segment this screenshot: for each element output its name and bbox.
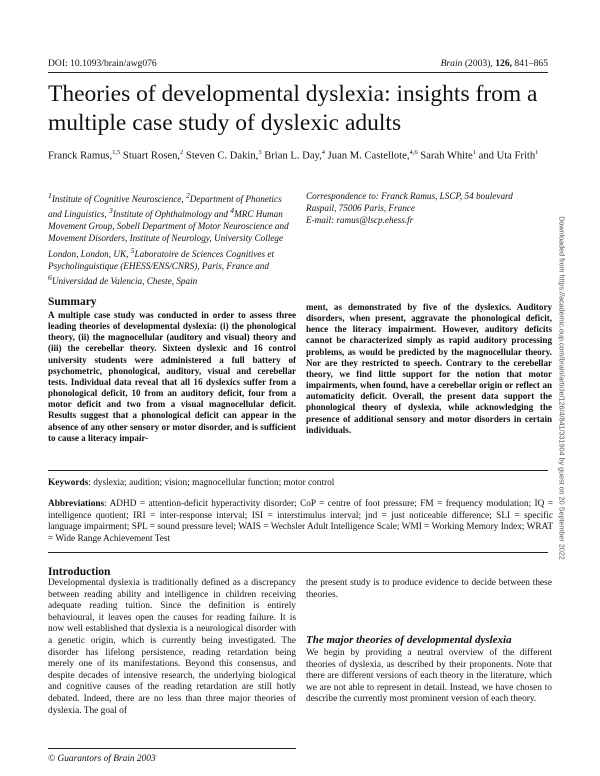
article-title: Theories of developmental dyslexia: insights from a multiple case study of dyslexic adults [48,81,538,136]
keywords [48,478,553,488]
affil-sup: 6 [48,272,52,282]
copyright-footer: © Guarantors of Brain 2003 [48,754,156,764]
journal-volume: 126, [495,58,513,69]
doi-label: DOI: 10.1093/brain/awg076 [48,58,157,69]
abbreviations [48,499,553,545]
author-name: Sarah White [417,150,473,162]
affil-text: MRC Human Movement Group, Sobell Department of Motor Neuroscience and Movement Disorders, Institute of Neurology, University College London, London, UK, [48,209,289,259]
affil-sup: 2 [185,191,190,200]
author-sup: 4,6 [409,149,418,156]
introduction-heading: Introduction [48,566,111,578]
affil-text: Department of Phonetics and Linguistics, [48,194,282,220]
journal-citation [441,58,548,69]
footer-rule [48,748,296,749]
summary-left-column: A multiple case study was conducted in order to assess three leading theories of developmental dyslexia: (i) the phonological theory, (ii) the magnocellular (auditory and visual) theory and (iii) the cerebellar theory. Sixteen dyslexic and 16 control university students were administered a full battery of psychometric, phonological, auditory, visual and cerebellar tests. Individual data reveal that all 16 dyslexics suffer from a phonological deficit, 10 from an auditory deficit, four from a motor deficit and two from a visual magnocellular deficit. Results suggest that a phonological deficit can appear in the absence of any other sensory or motor disorder, and is sufficient to cause a literacy impair- [48,310,296,443]
corr-email: E-mail: ramus@lscp.ehess.fr [306,215,414,226]
author-list [48,146,558,164]
correspondence [306,190,546,226]
affil-text: Universidad de Valencia, Cheste, Spain [51,275,198,286]
introduction-left-text: Developmental dyslexia is traditionally defined as a discrepancy between reading ability and intelligence in children receiving adequate reading tuition. Since the definition is entirely behavioural, it leaves open the causes for reading failure. It is now well established that dyslexia is a neurological disorder with a genetic origin, which is currently being investigated. The disorder has lifelong persistence, reading retardation being merely one of its manifestations. Beyond this consensus, and despite decades of intensive research, the underlying biological and cognitive causes of the reading retardation are still hotly debated. Indeed, there are no less than three major theories of dyslexia. The goal of [48,578,296,716]
affil-text: Institute of Ophthalmology and [112,209,231,220]
abbreviations-text: : ADHD = attention-deficit hyperactivity disorder; CoP = centre of foot pressure; FM = frequency modulation; IQ = intelligence quotient; IRI = inter-response interval; ISI = interstimulus interval; jnd = just noticeable difference; SLI = specific language impairment; SPL = sound pressure level; WAIS = Wechsler Adult Intelligence Scale; WMI = Working Memory Index; WRAT = Wide Range Achievement Test [48,499,553,544]
author-sup: 2 [180,149,184,156]
author-name: Franck Ramus, [48,150,113,162]
header-rule [48,72,548,73]
keywords-label: Keywords [48,478,89,488]
keywords-text: : dyslexia; audition; vision; magnocellular function; motor control [88,478,335,488]
author-sup: 1 [472,149,476,156]
author-name: Juan M. Castellote, [325,150,410,162]
affil-sup: 5 [130,245,135,255]
affil-sup: 4 [230,206,235,216]
journal-pages: 841–865 [514,58,548,69]
author-name: Brian L. Day, [261,150,322,162]
author-sup: 1,5 [112,149,121,156]
journal-name: Brain [440,58,463,69]
author-name: Steven C. Dakin, [183,150,259,162]
affil-sup: 3 [109,206,113,216]
affil-sup: 1 [48,191,52,200]
summary-rule [48,470,548,471]
affil-text: Laboratoire de Sciences Cognitives et Psycholinguistique (EHESS/ENS/CNRS), Paris, France and [48,248,275,271]
major-theories-heading: The major theories of developmental dyslexia [306,634,512,646]
author-sup: 1 [535,149,539,156]
corr-line: Raspail, 75006 Paris, France [306,203,415,214]
abbrev-rule [48,552,548,553]
author-sup: 4 [321,149,326,156]
author-name: Stuart Rosen, [120,150,181,162]
major-theories-text: We begin by providing a neutral overview of the different theories of dyslexia, as described by their proponents. Note that there are different versions of each theory in the literature, which we are not able to represent in detail. Instead, we have chosen to describe the currently most prominent version of each theory. [306,648,552,705]
affil-text: Institute of Cognitive Neuroscience, [51,194,186,205]
abbreviations-label: Abbreviations [48,499,105,509]
author-name: and Uta Frith [475,150,536,162]
author-sup: 3 [258,149,262,156]
summary-heading: Summary [48,296,97,308]
introduction-right-text: the present study is to produce evidence to decide between these theories. [306,578,552,600]
affiliations [48,190,293,287]
corr-line: Correspondence to: Franck Ramus, LSCP, 54 boulevard [306,191,513,201]
summary-right-column: ment, as demonstrated by five of the dyslexics. Auditory disorders, when present, aggravate the phonological deficit, hence the literacy impairment. However, auditory deficits cannot be characterized simply as rapid auditory processing problems, as would be predicted by the magnocellular theory. Nor are they restricted to speech. Contrary to the cerebellar theory, we find little support for the notion that motor impairments, when found, have a cerebellar origin or reflect an automaticity deficit. Overall, the present data support the phonological theory of dyslexia, while acknowledging the presence of additional sensory and motor disorders in certain individuals. [306,302,552,435]
download-note: Downloaded from https://academic.oup.com/brain/article/126/4/841/331904 by guest on 20 September 2022 [557,216,567,560]
journal-year: (2003), [464,58,493,69]
